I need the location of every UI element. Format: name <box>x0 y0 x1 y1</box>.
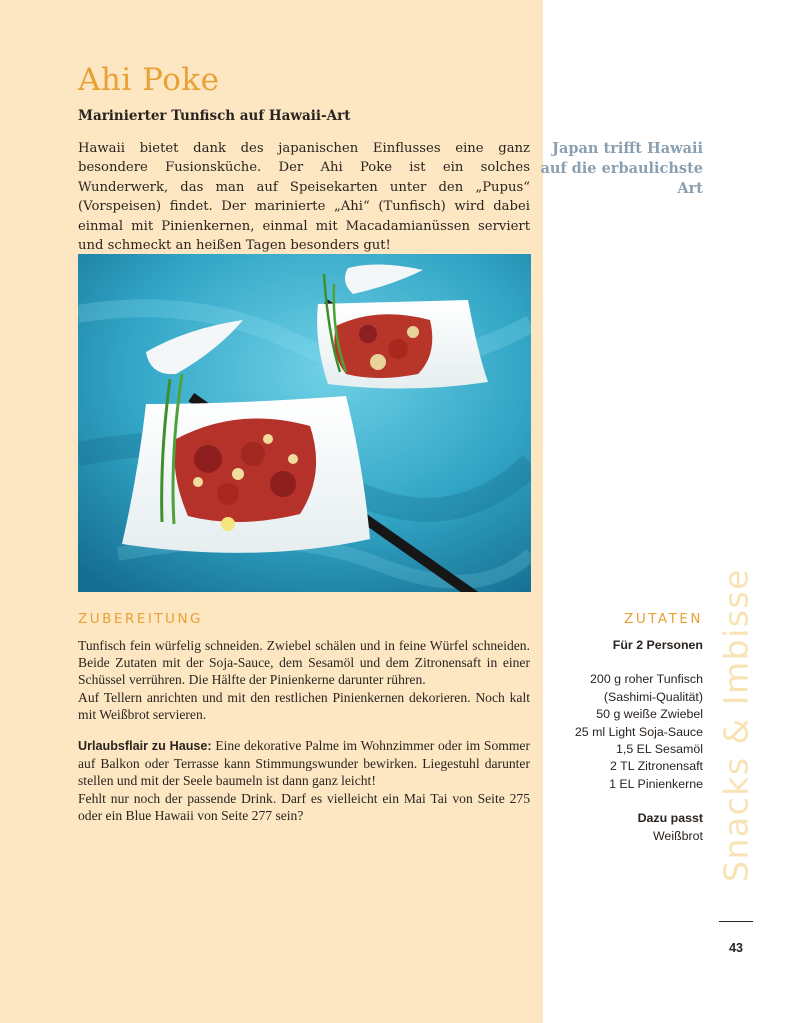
preparation-step-1: Tunfisch fein würfelig schneiden. Zwiebel schälen und in feine Würfel schneiden. Beide Zutaten mit der Soja-Sauce, dem Sesamöl und dem Zitronensaft in einer Schüssel verrühren. Die Hälfte der Pinienkerne darunter rühren. <box>78 638 530 688</box>
page-number: 43 <box>729 941 743 955</box>
ingredient-item: 1 EL Pinienkerne <box>609 776 703 791</box>
recipe-subtitle: Marinierter Tunfisch auf Hawaii-Art <box>78 108 351 124</box>
tip-label: Urlaubsflair zu Hause: <box>78 739 212 754</box>
preparation-text <box>78 637 530 824</box>
tip-text: Eine dekorative Palme im Wohnzimmer oder im Sommer auf Balkon oder Terrasse kann Stimmungswunder bewirken. Liegestuhl darunter stellen und mit der Seele baumeln ist dann ganz leicht! <box>78 738 530 789</box>
ingredient-item: 200 g roher Tunfisch <box>590 672 703 687</box>
preparation-heading: ZUBEREITUNG <box>78 611 203 627</box>
ingredients-list <box>503 671 703 793</box>
ingredient-item: 50 g weiße Zwiebel <box>596 707 703 722</box>
ingredient-item: 1,5 EL Sesamöl <box>615 742 703 757</box>
category-label: Snacks & Imbisse <box>716 568 756 882</box>
tip-paragraph <box>78 737 530 790</box>
ingredient-item: (Sashimi-Qualität) <box>603 689 703 704</box>
servings: Für 2 Personen <box>612 638 703 652</box>
tagline: Japan trifft Hawaii auf die erbaulichste Art <box>540 140 703 197</box>
ingredient-item: 25 ml Light Soja-Sauce <box>574 724 703 739</box>
ingredient-item: 2 TL Zitronensaft <box>610 759 703 774</box>
recipe-title: Ahi Poke <box>78 62 220 98</box>
footer-rule <box>719 921 753 922</box>
preparation-step-2: Auf Tellern anrichten und mit den restlichen Pinienkernen dekorieren. Noch kalt mit Weißbrot servieren. <box>78 689 530 722</box>
ingredients-heading: ZUTATEN <box>624 611 703 627</box>
pairing-label: Dazu passt <box>637 811 703 826</box>
pairing-value: Weißbrot <box>652 828 703 843</box>
recipe-intro: Hawaii bietet dank des japanischen Einflusses eine ganz besondere Fusionsküche. Der Ahi Poke ist ein solches Wunderwerk, das man auf Speisekarten unter den „Pupus“ (Vorspeisen) findet. Der marinierte „Ahi“ (Tunfisch) wird dabei einmal mit Pinienkernen, einmal mit Macadamianüssen serviert und schmeckt an heißen Tagen besonders gut! <box>78 141 530 254</box>
ingredients-box <box>503 637 703 845</box>
ahi-poke-photo <box>78 254 531 592</box>
tip-drink-suggestion: Fehlt nur noch der passende Drink. Darf es vielleicht ein Mai Tai von Seite 275 oder ein Blue Hawaii von Seite 277 sein? <box>78 790 530 823</box>
